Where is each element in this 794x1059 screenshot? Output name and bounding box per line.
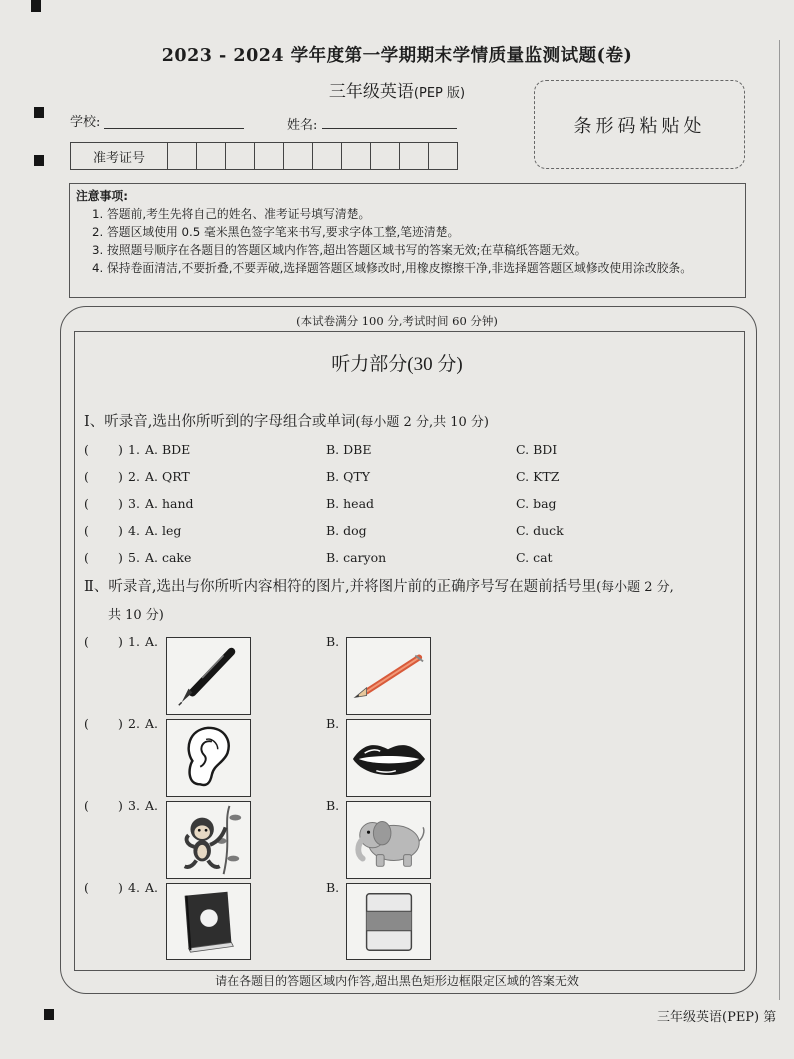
ear-picture bbox=[166, 719, 251, 797]
name-label: 姓名: bbox=[287, 118, 318, 133]
ticket-digit-cell[interactable] bbox=[342, 143, 371, 169]
eraser-picture bbox=[346, 883, 431, 960]
book-picture bbox=[166, 883, 251, 960]
ticket-digit-cell[interactable] bbox=[284, 143, 313, 169]
answer-bracket-close[interactable]: ) bbox=[118, 634, 123, 649]
option-b: B. QTY bbox=[326, 469, 370, 484]
school-label: 学校: bbox=[70, 115, 101, 130]
answer-bracket-open: ( bbox=[84, 798, 89, 813]
ticket-digit-cell[interactable] bbox=[197, 143, 226, 169]
answer-bracket-close[interactable]: ) bbox=[118, 716, 123, 731]
ticket-digit-cell[interactable] bbox=[226, 143, 255, 169]
registration-mark bbox=[44, 1009, 54, 1020]
elephant-icon bbox=[347, 802, 430, 878]
option-a-label: A. bbox=[145, 880, 159, 895]
option-b-label: B. bbox=[326, 716, 340, 731]
option-a-label: A. bbox=[145, 798, 159, 813]
option-a: A. leg bbox=[145, 523, 182, 538]
monkey-picture bbox=[166, 801, 251, 879]
book-icon bbox=[167, 884, 250, 959]
answer-bracket-close[interactable]: ) bbox=[118, 469, 123, 484]
ticket-digit-cell[interactable] bbox=[313, 143, 342, 169]
answer-bracket-close[interactable]: ) bbox=[118, 880, 123, 895]
answer-bracket-close[interactable]: ) bbox=[118, 523, 123, 538]
part2-note2: 共 10 分) bbox=[108, 608, 164, 623]
question-number: 3. bbox=[128, 496, 140, 511]
edition-label: (PEP 版) bbox=[413, 86, 466, 101]
option-c: C. duck bbox=[516, 523, 564, 538]
option-c: C. bag bbox=[516, 496, 557, 511]
notice-item: 4. 保持卷面清洁,不要折叠,不要弄破,选择题答题区域修改时,用橡皮擦擦干净,非选择题答题区域修改使用涂改胶条。 bbox=[92, 261, 693, 275]
question-number: 4. bbox=[128, 880, 140, 895]
ticket-number-box bbox=[70, 142, 458, 170]
registration-mark bbox=[34, 107, 44, 118]
answer-bracket-open: ( bbox=[84, 550, 89, 565]
section-name: 听力部分 bbox=[331, 353, 408, 375]
question-number: 2. bbox=[128, 716, 140, 731]
ticket-digit-cell[interactable] bbox=[400, 143, 429, 169]
option-b: B. dog bbox=[326, 523, 367, 538]
pen-icon bbox=[167, 638, 250, 714]
registration-mark bbox=[34, 155, 44, 166]
notice-item: 3. 按照题号顺序在各题目的答题区域内作答,超出答题区域书写的答案无效;在草稿纸答题无效。 bbox=[92, 243, 587, 257]
answer-bracket-close[interactable]: ) bbox=[118, 550, 123, 565]
part1-note: (每小题 2 分,共 10 分) bbox=[355, 415, 489, 430]
school-field[interactable] bbox=[104, 114, 244, 129]
ear-icon bbox=[167, 720, 250, 796]
registration-mark bbox=[31, 0, 41, 12]
option-a-label: A. bbox=[145, 634, 159, 649]
notice-item: 1. 答题前,考生先将自己的姓名、准考证号填写清楚。 bbox=[92, 207, 371, 221]
option-c: C. KTZ bbox=[516, 469, 560, 484]
question-number: 1. bbox=[128, 634, 140, 649]
page-footer: 三年级英语(PEP) 第 bbox=[657, 1010, 777, 1025]
barcode-area: 条形码粘贴处 bbox=[534, 80, 745, 169]
adjacent-page-edge bbox=[779, 40, 794, 1000]
answer-bracket-open: ( bbox=[84, 523, 89, 538]
option-b: B. caryon bbox=[326, 550, 387, 565]
exam-info: (本试卷满分 100 分,考试时间 60 分钟) bbox=[296, 314, 498, 328]
option-a: A. cake bbox=[145, 550, 192, 565]
answer-bracket-open: ( bbox=[84, 469, 89, 484]
notice-heading: 注意事项: bbox=[76, 189, 128, 203]
notice-box bbox=[69, 183, 746, 298]
mouth-icon bbox=[347, 720, 430, 796]
notice-item: 2. 答题区域使用 0.5 毫米黑色签字笔来书写,要求字体工整,笔迹清楚。 bbox=[92, 225, 460, 239]
subject-label: 三年级英语 bbox=[328, 82, 414, 102]
option-b: B. head bbox=[326, 496, 375, 511]
option-a: A. hand bbox=[145, 496, 194, 511]
answer-bracket-open: ( bbox=[84, 716, 89, 731]
answer-bracket-close[interactable]: ) bbox=[118, 496, 123, 511]
answer-bracket-close[interactable]: ) bbox=[118, 798, 123, 813]
option-a: A. QRT bbox=[145, 469, 190, 484]
answer-bracket-open: ( bbox=[84, 496, 89, 511]
elephant-picture bbox=[346, 801, 431, 879]
question-number: 1. bbox=[128, 442, 140, 457]
part2-note-cont bbox=[108, 604, 164, 623]
question-number: 4. bbox=[128, 523, 140, 538]
option-a: A. BDE bbox=[145, 442, 191, 457]
ticket-digit-cell[interactable] bbox=[168, 143, 197, 169]
part2-note: (每小题 2 分, bbox=[596, 580, 674, 595]
eraser-icon bbox=[347, 884, 430, 959]
ticket-digit-cell[interactable] bbox=[429, 143, 457, 169]
mouth-picture bbox=[346, 719, 431, 797]
option-b-label: B. bbox=[326, 798, 340, 813]
name-field[interactable] bbox=[322, 114, 457, 129]
question-number: 2. bbox=[128, 469, 140, 484]
exam-title: 2023 - 2024 学年度第一学期期末学情质量监测试题(卷) bbox=[161, 46, 633, 66]
option-b-label: B. bbox=[326, 634, 340, 649]
pencil-icon bbox=[347, 638, 430, 714]
part2-title: Ⅱ、听录音,选出与你所听内容相符的图片,并将图片前的正确序号写在题前括号里 bbox=[84, 579, 597, 595]
question-number: 5. bbox=[128, 550, 140, 565]
part1-heading bbox=[84, 410, 489, 431]
option-a-label: A. bbox=[145, 716, 159, 731]
question-number: 3. bbox=[128, 798, 140, 813]
answer-bracket-open: ( bbox=[84, 634, 89, 649]
option-c: C. BDI bbox=[516, 442, 558, 457]
option-b-label: B. bbox=[326, 880, 340, 895]
ticket-label: 准考证号 bbox=[71, 143, 168, 169]
answer-bracket-close[interactable]: ) bbox=[118, 442, 123, 457]
answer-bracket-open: ( bbox=[84, 442, 89, 457]
answer-bracket-open: ( bbox=[84, 880, 89, 895]
section-score: (30 分) bbox=[407, 354, 463, 375]
section-title bbox=[0, 349, 794, 376]
answer-area-warning: 请在各题目的答题区域内作答,超出黑色矩形边框限定区域的答案无效 bbox=[215, 974, 579, 988]
pencil-picture bbox=[346, 637, 431, 715]
option-c: C. cat bbox=[516, 550, 553, 565]
part1-title: Ⅰ、听录音,选出你所听到的字母组合或单词 bbox=[84, 414, 356, 430]
part2-heading bbox=[84, 575, 734, 596]
option-b: B. DBE bbox=[326, 442, 372, 457]
ticket-digit-cell[interactable] bbox=[371, 143, 400, 169]
pen-picture bbox=[166, 637, 251, 715]
monkey-icon bbox=[167, 802, 250, 878]
ticket-digit-cell[interactable] bbox=[255, 143, 284, 169]
